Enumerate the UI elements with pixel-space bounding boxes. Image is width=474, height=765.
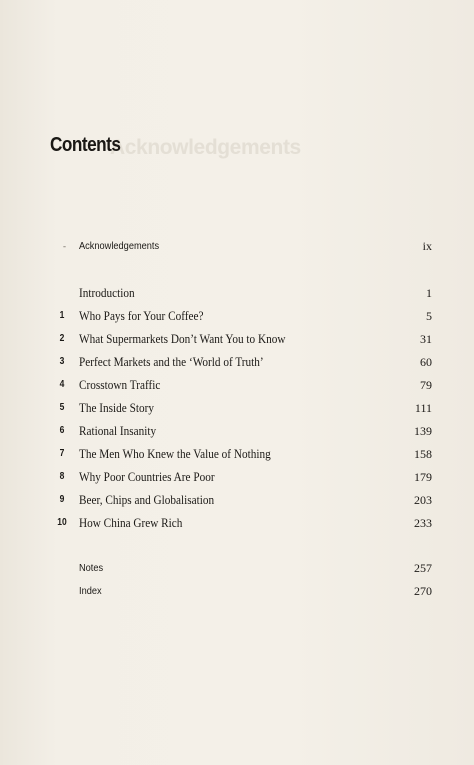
entry-label: Index — [79, 585, 102, 597]
toc-entry-notes — [56, 560, 432, 576]
chapter-number: 7 — [59, 448, 65, 459]
entry-label: Perfect Markets and the ‘World of Truth’ — [79, 355, 264, 369]
entry-label: The Men Who Knew the Value of Nothing — [79, 447, 271, 461]
entry-label: The Inside Story — [79, 401, 154, 415]
toc-entry — [56, 515, 432, 531]
toc-entry — [56, 469, 432, 485]
entry-label: Who Pays for Your Coffee? — [79, 309, 204, 323]
entry-label: How China Grew Rich — [79, 516, 183, 530]
chapter-number: 4 — [59, 379, 65, 390]
toc-entry — [56, 423, 432, 439]
chapter-number: 2 — [59, 333, 65, 344]
entry-page: 270 — [414, 584, 432, 598]
entry-page: 203 — [414, 493, 432, 507]
entry-page: 79 — [420, 378, 432, 392]
chapter-number: 5 — [59, 402, 65, 413]
entry-page: 60 — [420, 355, 432, 369]
entry-label: Acknowledgements — [79, 240, 160, 252]
entry-label: Notes — [79, 562, 104, 574]
entry-page: 257 — [414, 561, 432, 575]
entry-page: 1 — [426, 286, 432, 300]
chapter-number: 6 — [59, 425, 65, 436]
toc-entry — [56, 400, 432, 416]
entry-page: 5 — [426, 309, 432, 323]
toc-entry — [56, 285, 432, 301]
toc-entry — [56, 354, 432, 370]
chapter-number: 3 — [59, 356, 65, 367]
toc-entry — [56, 308, 432, 324]
chapter-number: 10 — [57, 517, 67, 528]
entry-label: Rational Insanity — [79, 424, 157, 438]
page-title: Contents — [50, 134, 121, 156]
entry-label: Introduction — [79, 286, 135, 300]
entry-label: Why Poor Countries Are Poor — [79, 470, 215, 484]
entry-page: 158 — [414, 447, 432, 461]
chapter-number: 9 — [59, 494, 65, 505]
entry-page: 179 — [414, 470, 432, 484]
entry-page: 139 — [414, 424, 432, 438]
toc-entry-index — [56, 583, 432, 599]
entry-label: Beer, Chips and Globalisation — [79, 493, 215, 507]
toc-entry — [56, 377, 432, 393]
entry-label: What Supermarkets Don’t Want You to Know — [79, 332, 286, 346]
toc-entry-acknowledgements — [56, 238, 432, 254]
chapter-number: 1 — [59, 310, 65, 321]
chapter-number: 8 — [59, 471, 65, 482]
entry-page: ix — [422, 239, 432, 253]
entry-page: 233 — [414, 516, 432, 530]
toc-entry — [56, 446, 432, 462]
bleed-through-heading: Acknowledgements — [110, 136, 301, 159]
toc-entry — [56, 492, 432, 508]
entry-label: Crosstown Traffic — [79, 378, 161, 392]
entry-page: 31 — [420, 332, 432, 346]
entry-marker: - — [63, 241, 66, 251]
toc-entry — [56, 331, 432, 347]
entry-page: 111 — [414, 401, 432, 415]
